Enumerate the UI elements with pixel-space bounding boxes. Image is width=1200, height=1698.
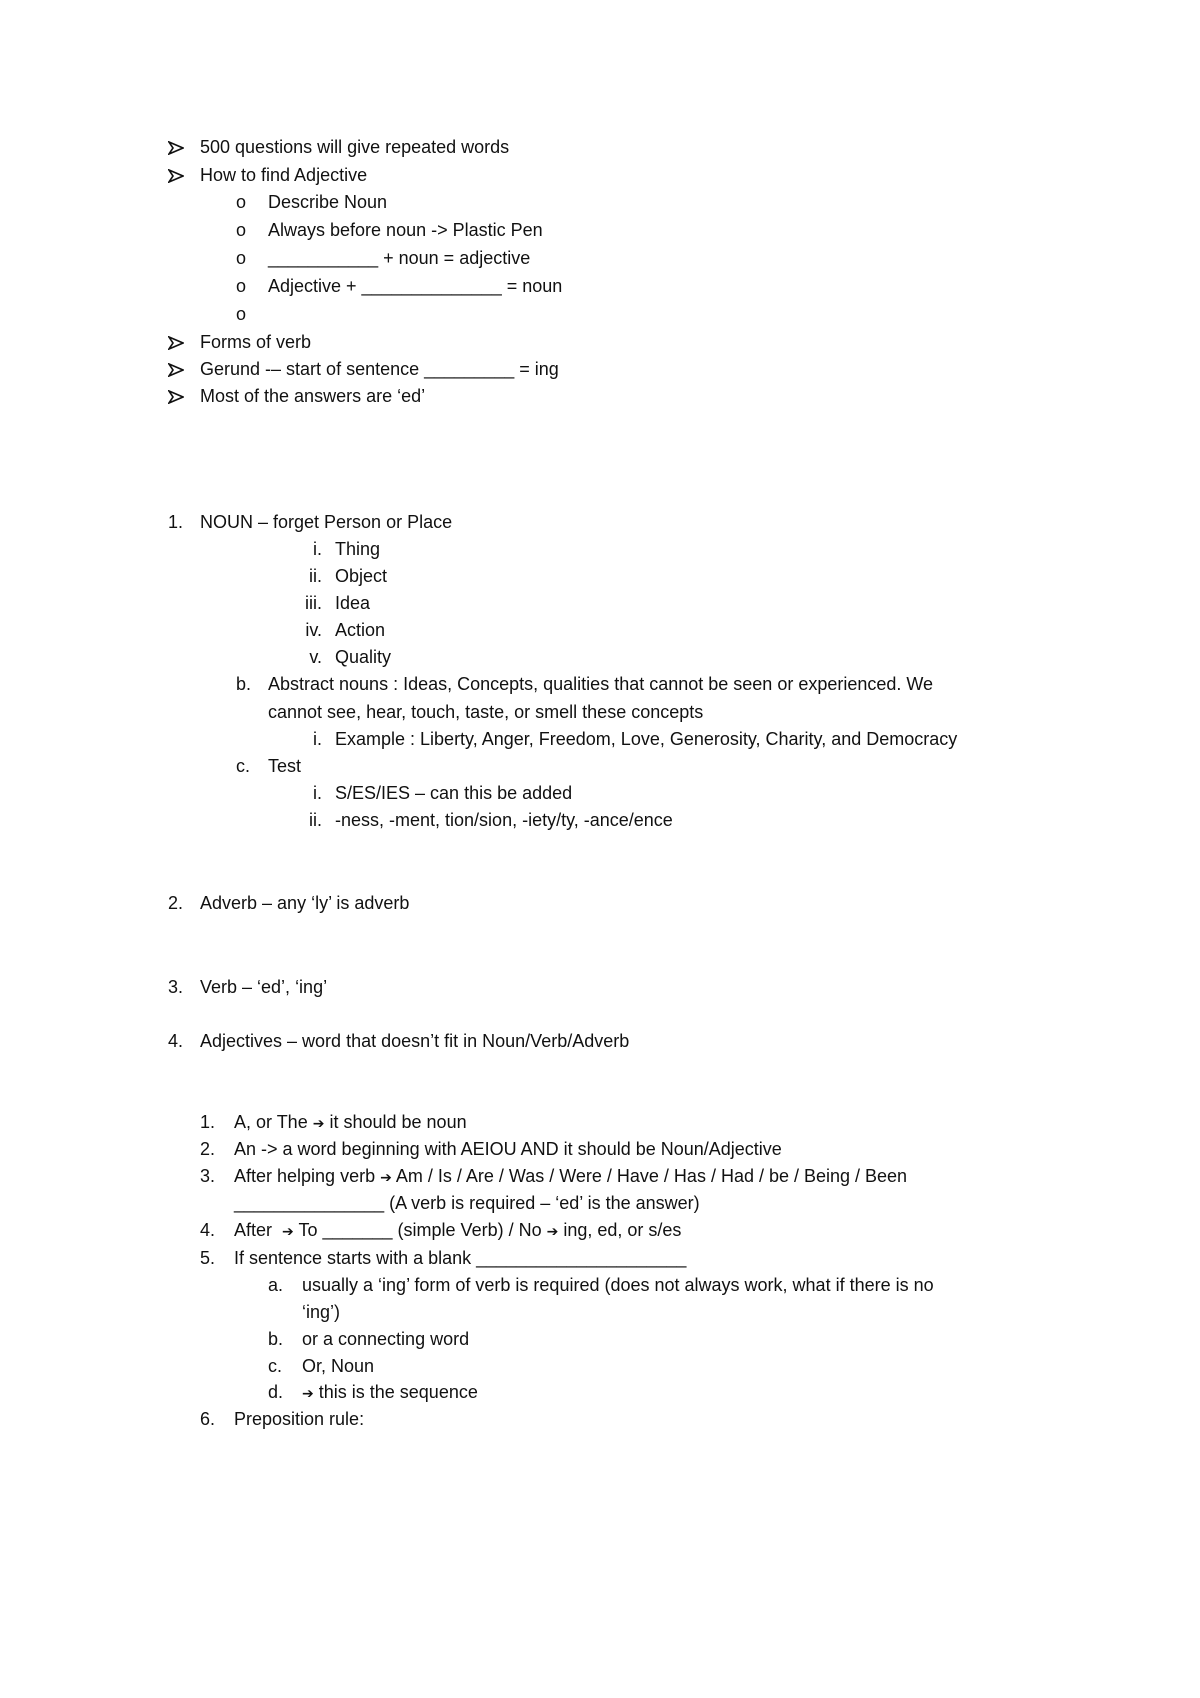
adjectives-line: Adjectives – word that doesn’t fit in Noun/Verb/Adverb: [200, 1031, 630, 1051]
roman-marker: ii.: [309, 810, 322, 830]
list-marker: 1.: [200, 1112, 216, 1132]
letter-marker: c.: [236, 756, 251, 776]
noun-item: Idea: [335, 593, 371, 613]
verb-line: Verb – ‘ed’, ‘ing’: [200, 977, 328, 997]
list-marker: 3.: [168, 977, 184, 997]
letter-marker: b.: [268, 1329, 284, 1349]
list-marker: 4.: [200, 1220, 216, 1240]
bullet-text: Gerund -– start of sentence _________ = ing: [200, 359, 559, 379]
roman-marker: v.: [309, 647, 322, 667]
circle-bullet-icon: o: [236, 304, 247, 324]
circle-bullet-icon: o: [236, 248, 247, 268]
circle-bullet-icon: o: [236, 276, 247, 296]
bullet-text: Forms of verb: [200, 332, 312, 352]
list-marker: 1.: [168, 512, 184, 532]
abstract-nouns-line: Abstract nouns : Ideas, Concepts, qualities that cannot be seen or experienced. We: [268, 674, 934, 694]
rule-text: A, or The: [234, 1112, 308, 1132]
adverb-line: Adverb – any ‘ly’ is adverb: [200, 893, 410, 913]
circle-bullet-icon: o: [236, 192, 247, 212]
bullet-text: Most of the answers are ‘ed’: [200, 386, 426, 406]
noun-item: Object: [335, 566, 388, 586]
arrow-bullet-icon: [168, 331, 184, 353]
noun-item: Action: [335, 620, 386, 640]
rule-text: After: [234, 1220, 273, 1240]
rule-text: Am / Is / Are / Was / Were / Have / Has / Had / be / Being / Been: [395, 1166, 908, 1186]
rule-line: [234, 1219, 681, 1242]
arrow-bullet-icon: [168, 164, 184, 186]
letter-marker: d.: [268, 1382, 284, 1402]
test-item: -ness, -ment, tion/sion, -iety/ty, -ance/ence: [335, 810, 673, 830]
noun-heading: NOUN – forget Person or Place: [200, 512, 453, 532]
letter-marker: a.: [268, 1275, 284, 1295]
test-heading: Test: [268, 756, 302, 776]
roman-marker: iii.: [305, 593, 322, 613]
arrow-bullet-icon: [168, 385, 184, 407]
roman-marker: i.: [313, 539, 322, 559]
roman-marker: ii.: [309, 566, 322, 586]
roman-marker: i.: [313, 783, 322, 803]
arrow-bullet-icon: [168, 136, 184, 158]
arrow-bullet-icon: [168, 358, 184, 380]
abstract-nouns-line: cannot see, hear, touch, taste, or smell these concepts: [268, 702, 704, 722]
circle-bullet-icon: o: [236, 220, 247, 240]
noun-item: Thing: [335, 539, 381, 559]
abstract-example: Example : Liberty, Anger, Freedom, Love, Generosity, Charity, and Democracy: [335, 729, 958, 749]
sub-bullet-text: Adjective + ______________ = noun: [268, 276, 563, 296]
sub-rule-text: ‘ing’): [302, 1302, 341, 1322]
rule-text: Preposition rule:: [234, 1409, 365, 1429]
list-marker: 6.: [200, 1409, 216, 1429]
rule-line: [302, 1381, 478, 1404]
sub-bullet-text: Always before noun -> Plastic Pen: [268, 220, 543, 240]
list-marker: 5.: [200, 1248, 216, 1268]
rule-text: An -> a word beginning with AEIOU AND it should be Noun/Adjective: [234, 1139, 782, 1159]
rule-line: [234, 1111, 467, 1134]
right-arrow-icon: ➔: [380, 1169, 392, 1185]
rule-line: [234, 1165, 907, 1188]
noun-item: Quality: [335, 647, 392, 667]
list-marker: 4.: [168, 1031, 184, 1051]
test-item: S/ES/IES – can this be added: [335, 783, 573, 803]
sub-rule-text: usually a ‘ing’ form of verb is required (does not always work, what if there is no: [302, 1275, 934, 1295]
list-marker: 2.: [168, 893, 184, 913]
right-arrow-icon: ➔: [546, 1223, 559, 1239]
right-arrow-icon: ➔: [282, 1223, 294, 1239]
sub-rule-text: Or, Noun: [302, 1356, 375, 1376]
sub-rule-text: or a connecting word: [302, 1329, 470, 1349]
list-marker: 2.: [200, 1139, 216, 1159]
right-arrow-icon: ➔: [302, 1385, 314, 1401]
sub-rule-text: this is the sequence: [318, 1382, 478, 1402]
rule-text: it should be noun: [329, 1112, 467, 1132]
roman-marker: i.: [313, 729, 322, 749]
rule-text: To _______ (simple Verb) / No: [298, 1220, 542, 1240]
letter-marker: c.: [268, 1356, 283, 1376]
sub-bullet-text: Describe Noun: [268, 192, 388, 212]
list-marker: 3.: [200, 1166, 216, 1186]
roman-marker: iv.: [305, 620, 322, 640]
rule-text: If sentence starts with a blank _____________________: [234, 1248, 687, 1268]
bullet-text: 500 questions will give repeated words: [200, 137, 510, 157]
bullet-text: How to find Adjective: [200, 165, 368, 185]
rule-text: ing, ed, or s/es: [563, 1220, 682, 1240]
sub-bullet-text: ___________ + noun = adjective: [268, 248, 531, 268]
letter-marker: b.: [236, 674, 252, 694]
right-arrow-icon: ➔: [312, 1115, 325, 1131]
rule-text: After helping verb: [234, 1166, 376, 1186]
rule-text: _______________ (A verb is required – ‘ed’ is the answer): [234, 1193, 700, 1213]
